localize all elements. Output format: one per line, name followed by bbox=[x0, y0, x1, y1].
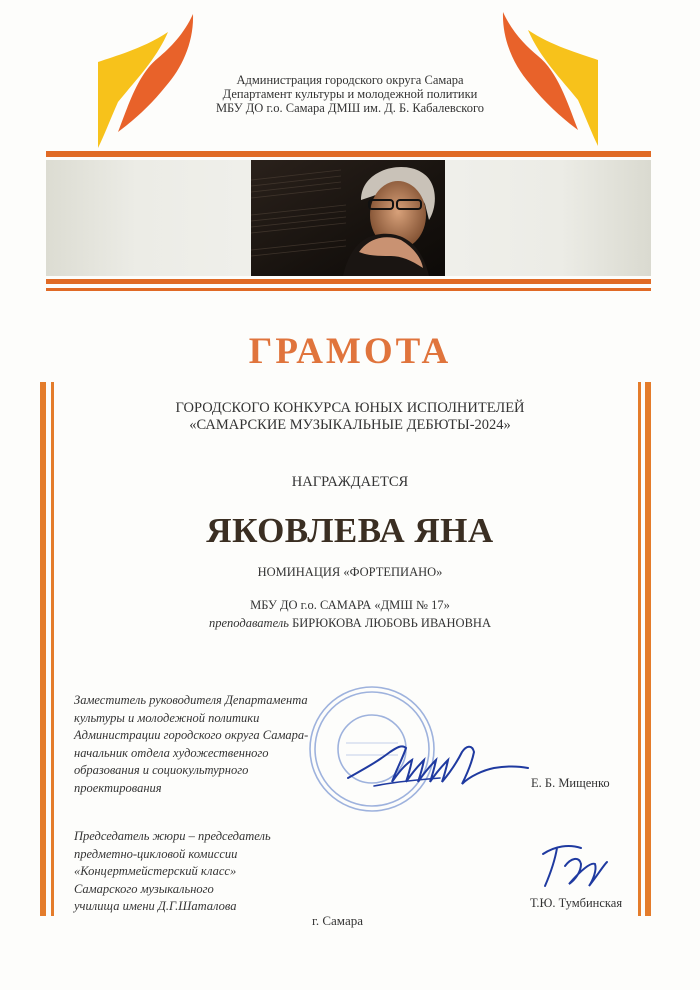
signatory-1-line: Заместитель руководителя Департамента bbox=[74, 693, 308, 707]
signatory-2-position bbox=[74, 828, 271, 916]
header-line-administration: Администрация городского округа Самара bbox=[236, 73, 464, 87]
signatory-1-line: образования и социокультурного bbox=[74, 763, 249, 777]
left-side-bar-thick bbox=[40, 382, 46, 916]
signatory-2-line: предметно-цикловой комиссии bbox=[74, 846, 238, 861]
left-side-bar-thin bbox=[51, 382, 54, 916]
contest-name bbox=[0, 400, 700, 434]
portrait-icon bbox=[251, 160, 445, 276]
header-line-school: МБУ ДО г.о. Самара ДМШ им. Д. Б. Кабалевского bbox=[215, 101, 485, 115]
banner-bottom-stripe-thin bbox=[46, 288, 651, 291]
signatory-1-line: начальник отдела художественного bbox=[74, 745, 269, 760]
signatory-2-name: Т.Ю. Тумбинская bbox=[530, 896, 623, 910]
signature-2-icon bbox=[535, 836, 615, 896]
right-side-bar-thin bbox=[638, 382, 641, 916]
banner-bottom-stripe bbox=[46, 279, 651, 284]
composer-portrait-photo bbox=[251, 160, 445, 276]
header-line-department: Департамент культуры и молодежной политики bbox=[222, 87, 478, 101]
signatory-1-line: культуры и молодежной политики bbox=[74, 710, 260, 725]
signatory-2-line: училища имени Д.Г.Шаталова bbox=[74, 899, 237, 913]
contest-line-2: «САМАРСКИЕ МУЗЫКАЛЬНЫЕ ДЕБЮТЫ-2024» bbox=[189, 417, 511, 433]
nomination: НОМИНАЦИЯ «ФОРТЕПИАНО» bbox=[257, 565, 443, 579]
signatory-2-line: «Концертмейстерский класс» bbox=[74, 864, 237, 878]
signatory-1-name: Е. Б. Мищенко bbox=[531, 776, 610, 790]
signatory-2-line: Председатель жюри – председатель bbox=[74, 829, 271, 843]
city-label: г. Самара bbox=[312, 913, 363, 928]
teacher-name: БИРЮКОВА ЛЮБОВЬ ИВАНОВНА bbox=[292, 616, 491, 630]
right-side-bar-thick bbox=[645, 382, 651, 916]
recipient-name: ЯКОВЛЕВА ЯНА bbox=[206, 511, 494, 550]
certificate-title: ГРАМОТА bbox=[248, 331, 452, 372]
banner-top-stripe bbox=[46, 151, 651, 157]
signatory-1-position bbox=[74, 692, 308, 797]
issuer-header bbox=[0, 73, 700, 115]
awarded-label: НАГРАЖДАЕТСЯ bbox=[291, 474, 409, 490]
signatory-1-line: проектирования bbox=[74, 780, 162, 795]
contest-line-1: ГОРОДСКОГО КОНКУРСА ЮНЫХ ИСПОЛНИТЕЛЕЙ bbox=[175, 400, 525, 416]
signatory-1-line: Администрации городского округа Самара- bbox=[74, 728, 309, 742]
school-name: МБУ ДО г.о. САМАРА «ДМШ № 17» bbox=[250, 598, 450, 612]
teacher-label: преподаватель bbox=[209, 616, 289, 630]
teacher-line bbox=[0, 616, 700, 631]
signatory-2-line: Самарского музыкального bbox=[74, 881, 214, 896]
signature-1-icon bbox=[344, 730, 534, 800]
